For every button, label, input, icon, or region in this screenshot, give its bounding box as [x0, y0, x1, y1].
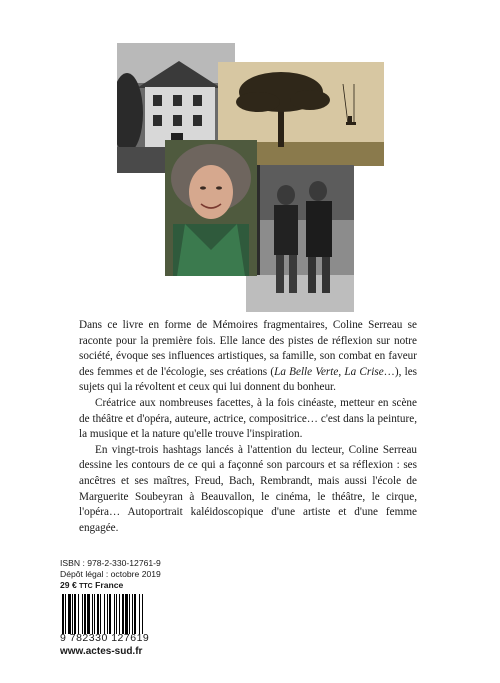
barcode-bar [72, 594, 73, 634]
back-matter [60, 558, 230, 657]
barcode-bar [97, 594, 99, 634]
title-la-crise: La Crise [344, 365, 384, 378]
depot-legal-text: Dépôt légal : octobre 2019 [60, 569, 161, 579]
photo-portrait-woman [165, 140, 257, 276]
back-cover-description [79, 318, 417, 536]
paragraph-intro: Dans ce livre en forme de Mémoires fragmentaires, Coline Serreau se raconte pour la première fois. Elle lance des pistes de réflexion sur notre société, évoque ses influences artistiques, sa famille, son combat en faveur des femmes et de l'écologie, ses créations (La Belle Verte, La Crise…), les sujets qui la révoltent et ceux qui lui donnent du bonheur. [79, 319, 418, 394]
barcode-bar [139, 594, 140, 634]
barcode-bar [74, 594, 76, 634]
barcode-bar [87, 594, 90, 634]
barcode-bar [109, 594, 111, 634]
barcode-bar [107, 594, 108, 634]
publication-info [60, 558, 230, 592]
barcode [60, 594, 172, 634]
barcode-bar [125, 594, 128, 634]
barcode-bar [122, 594, 124, 634]
barcode-bar [100, 594, 101, 634]
barcode-bar [78, 594, 79, 634]
paragraph-facets: Créatrice aux nombreuses facettes, à la fois cinéaste, metteur en scène de théâtre et d'opéra, auteure, actrice, compositrice… c'est dans la peinture, la musique et la nature qu'elle trouve l'inspiration. [79, 396, 417, 441]
isbn-text: ISBN : 978-2-330-12761-9 [60, 558, 161, 568]
title-la-belle-verte: La Belle Verte [274, 365, 339, 378]
barcode-bar [114, 594, 115, 634]
barcode-bar [132, 594, 133, 634]
barcode-bar [94, 594, 95, 634]
paragraph-hashtags: En vingt-trois hashtags lancés à l'attention du lecteur, Coline Serreau dessine les contours de ce qui a façonné son parcours et sa réflexion : ses ancêtres et ses maîtres, Freud, Bach, Rembrandt, mais aussi l'école de Marguerite Soubeyran à Beauvallon, le cinéma, le théâtre, le cirque, l'opéra… Autoportrait kaléidoscopique d'une artiste et d'une femme engagée. [79, 443, 417, 534]
barcode-bar [65, 594, 66, 634]
barcode-bar [142, 594, 143, 634]
barcode-bar [119, 594, 120, 634]
barcode-bar [116, 594, 117, 634]
barcode-bar [82, 594, 83, 634]
barcode-bar [68, 594, 71, 634]
barcode-bar [84, 594, 86, 634]
barcode-bar [129, 594, 130, 634]
photo-walking-women [246, 165, 354, 312]
barcode-bar [134, 594, 136, 634]
barcode-number: 9 782330 127619 [60, 632, 150, 644]
publisher-website: www.actes-sud.fr [60, 646, 143, 657]
price-text: 29 € TTC France [60, 580, 124, 590]
barcode-bar [104, 594, 105, 634]
barcode-bar [92, 594, 93, 634]
barcode-bar [62, 594, 64, 634]
